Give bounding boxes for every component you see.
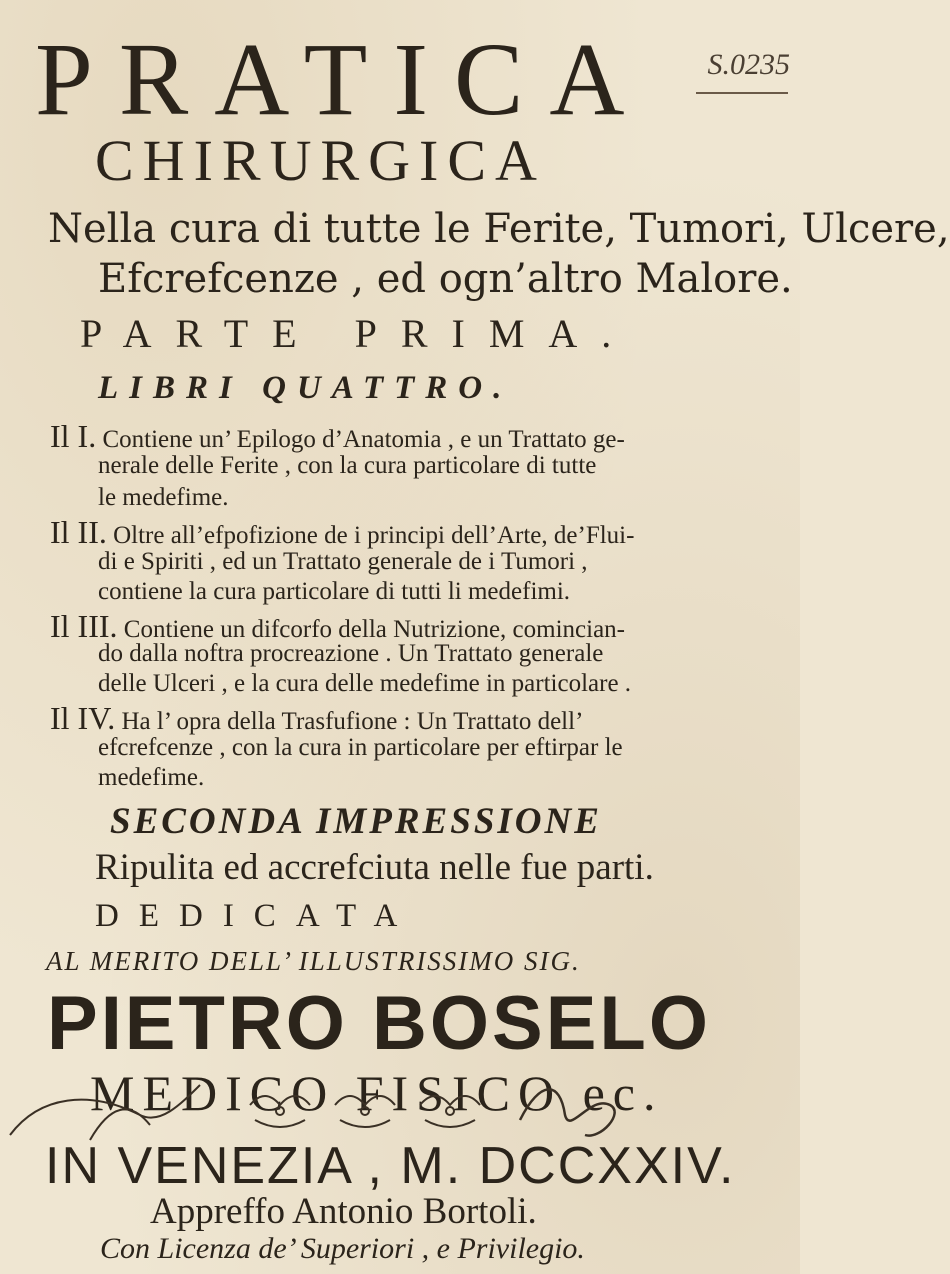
ink-flourish-left xyxy=(10,1085,200,1135)
dedication-heading: DEDICATA xyxy=(95,898,418,934)
book-entry-1-line-2: nerale delle Ferite , con la cura particolare di tutte xyxy=(98,452,597,479)
books-heading: LIBRI QUATTRO. xyxy=(98,370,513,406)
book-entry-4-line-1 xyxy=(50,700,583,737)
book-entry-2-text-1: Oltre all’efpofizione de i principi dell’Arte, de’Flui- xyxy=(113,522,635,549)
inventory-mark: S.0235 xyxy=(707,48,790,81)
book-entry-3-text-1: Contiene un difcorfo della Nutrizione, comincian- xyxy=(123,616,625,643)
book-title: PRATICA xyxy=(35,22,651,137)
fleuron-ornament-1 xyxy=(250,1096,310,1127)
book-entry-1-text-1: Contiene un’ Epilogo d’Anatomia , e un Trattato ge- xyxy=(102,426,625,453)
merit-line: AL MERITO DELL’ ILLUSTRISSIMO SIG. xyxy=(46,946,581,976)
book-entry-4-number: Il IV. xyxy=(50,700,116,736)
book-entry-3-line-2: do dalla noftra procreazione . Un Trattato generale xyxy=(98,640,604,667)
handwritten-signature-mark xyxy=(520,1089,615,1135)
book-subtitle: CHIRURGICA xyxy=(95,128,546,193)
book-entry-1-line-1 xyxy=(50,418,625,455)
book-entry-4-line-3: medefime. xyxy=(98,764,205,791)
book-entry-2-number: Il II. xyxy=(50,514,107,550)
fleuron-ornament-3 xyxy=(420,1096,480,1127)
inventory-underline xyxy=(696,92,788,94)
book-entry-4-text-1: Ha l’ opra della Trasfufione : Un Trattato dell’ xyxy=(121,708,584,735)
revision-note: Ripulita ed accrefciuta nelle fue parti. xyxy=(95,847,654,888)
imprint-city-date: IN VENEZIA , M. DCCXXIV. xyxy=(45,1137,736,1195)
dedicatee-name: PIETRO BOSELO xyxy=(47,981,711,1066)
fleuron-ornament-2 xyxy=(335,1096,395,1127)
license-line: Con Licenza de’ Superiori , e Privilegio. xyxy=(100,1232,585,1265)
book-entry-3-line-3: delle Ulceri , e la cura delle medefime in particolare . xyxy=(98,670,632,697)
book-entry-1-line-3: le medefime. xyxy=(98,484,229,511)
description-line-2: Efcrefcenze , ed ogn’altro Malore. xyxy=(98,256,793,302)
part-heading: PARTE PRIMA. xyxy=(80,311,636,356)
dedicatee-profession: MEDICO FISICO ec. xyxy=(90,1065,664,1121)
printer-name: Appreffo Antonio Bortoli. xyxy=(150,1191,537,1232)
book-entry-2-line-3: contiene la cura particolare di tutti li medefimi. xyxy=(98,578,571,605)
book-entry-2-line-1 xyxy=(50,514,634,551)
book-entry-4-line-2: efcrefcenze , con la cura in particolare per eftirpar le xyxy=(98,734,623,761)
book-entry-2-line-2: di e Spiriti , ed un Trattato generale de i Tumori , xyxy=(98,548,588,575)
book-entry-3-number: Il III. xyxy=(50,608,118,644)
description-line-1: Nella cura di tutte le Ferite, Tumori, Ulcere, xyxy=(48,206,950,252)
edition-heading: SECONDA IMPRESSIONE xyxy=(110,801,602,842)
ink-flourish-curl xyxy=(90,1109,150,1140)
book-entry-1-number: Il I. xyxy=(50,418,97,454)
